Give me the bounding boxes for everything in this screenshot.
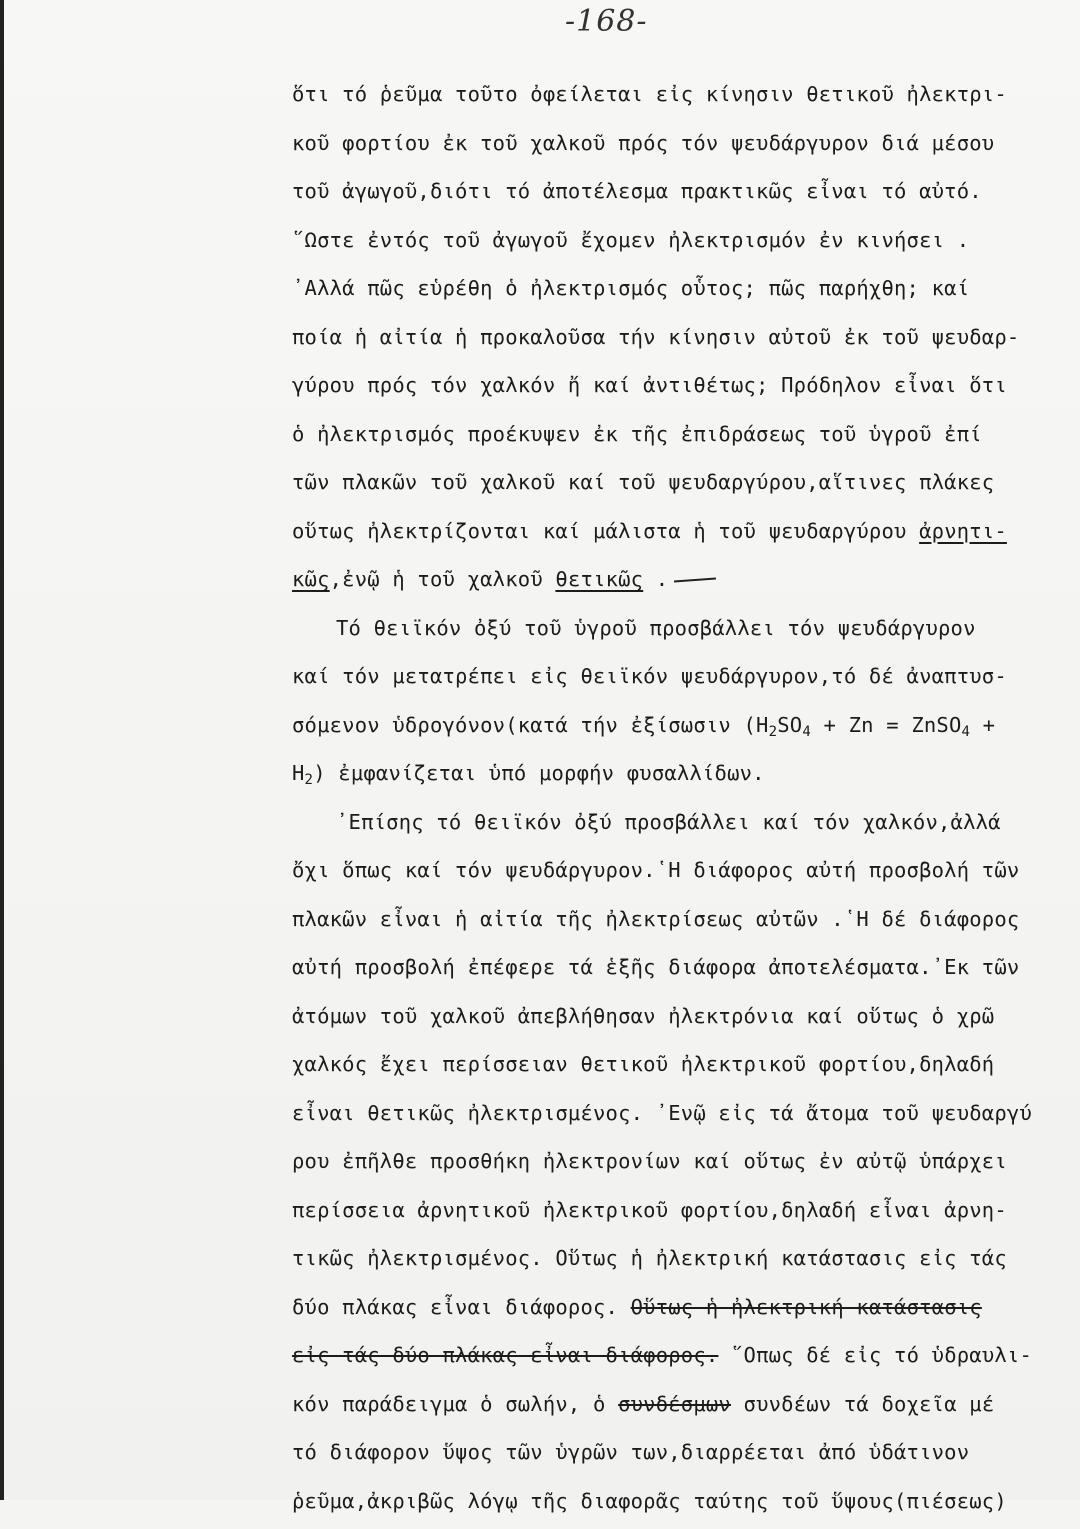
body-text [292, 74, 1072, 1529]
handwritten-dash [674, 578, 716, 583]
underlined-word: θετικῶς [555, 567, 643, 591]
page-edge-shadow [0, 0, 4, 1500]
text-line: οὕτως ἠλεκτρίζονται καί μάλιστα ἡ τοῦ ψευδαργύρου ἀρνητι- [292, 511, 1072, 560]
text-line: Τό θειϊκόν ὀξύ τοῦ ὑγροῦ προσβάλλει τόν ψευδάργυρον [292, 608, 1072, 657]
text-line: ἀτόμων τοῦ χαλκοῦ ἀπεβλήθησαν ἠλεκτρόνια καί οὕτως ὁ χρῶ [292, 996, 1072, 1045]
text-line: κόν παράδειγμα ὁ σωλήν, ὁ συνδέσμων συνδέων τά δοχεῖα μέ [292, 1384, 1072, 1433]
text-line: καί τόν μετατρέπει εἰς θειϊκόν ψευδάργυρον,τό δέ ἀναπτυσ- [292, 656, 1072, 705]
text-line: χαλκός ἔχει περίσσειαν θετικοῦ ἠλεκτρικοῦ φορτίου,δηλαδή [292, 1044, 1072, 1093]
text-line: κοῦ φορτίου ἐκ τοῦ χαλκοῦ πρός τόν ψευδάργυρον διά μέσου [292, 123, 1072, 172]
text-line: ὁ ἠλεκτρισμός προέκυψεν ἐκ τῆς ἐπιδράσεως τοῦ ὑγροῦ ἐπί [292, 414, 1072, 463]
text-line: ποία ἡ αἰτία ἡ προκαλοῦσα τήν κίνησιν αὐτοῦ ἐκ τοῦ ψευδαρ- [292, 317, 1072, 366]
text-line: ῥεῦμα,ἀκριβῶς λόγῳ τῆς διαφορᾶς ταύτης τοῦ ὕψους(πιέσεως) [292, 1481, 1072, 1529]
text-line: ρου ἐπῆλθε προσθήκη ἠλεκτρονίων καί οὕτως ἐν αὐτῷ ὑπάρχει [292, 1141, 1072, 1190]
text-line: ᾽Επίσης τό θειϊκόν ὀξύ προσβάλλει καί τόν χαλκόν,ἀλλά [292, 802, 1072, 851]
text-line: δύο πλάκας εἶναι διάφορος. Οὕτως ἡ ἠλεκτρική κατάστασις [292, 1287, 1072, 1336]
page-number: -168- [565, 4, 648, 39]
chemical-equation-line: σόμενον ὑδρογόνον(κατά τήν ἐξίσωσιν (H2SO4 + Zn = ZnSO4 + [292, 705, 1072, 754]
text-line: τῶν πλακῶν τοῦ χαλκοῦ καί τοῦ ψευδαργύρου,αἵτινες πλάκες [292, 462, 1072, 511]
text-line: ῞Ωστε ἐντός τοῦ ἀγωγοῦ ἔχομεν ἠλεκτρισμόν ἐν κινήσει . [292, 220, 1072, 269]
text-line: γύρου πρός τόν χαλκόν ἤ καί ἀντιθέτως; Πρόδηλον εἶναι ὅτι [292, 365, 1072, 414]
text-line: εἰς τάς δύο πλάκας εἶναι διάφορος. ῞Οπως δέ εἰς τό ὑδραυλι- [292, 1335, 1072, 1384]
underlined-word: ἀρνητι- [919, 519, 1007, 543]
underlined-word: κῶς [292, 567, 330, 591]
struck-through-text: συνδέσμων [618, 1392, 731, 1416]
text-line: τοῦ ἀγωγοῦ,διότι τό ἀποτέλεσμα πρακτικῶς εἶναι τό αὐτό. [292, 171, 1072, 220]
text-line: τικῶς ἠλεκτρισμένος. Οὕτως ἡ ἠλεκτρική κατάστασις εἰς τάς [292, 1238, 1072, 1287]
text-line: H2) ἐμφανίζεται ὑπό μορφήν φυσαλλίδων. [292, 753, 1072, 802]
text-line: ὄχι ὅπως καί τόν ψευδάργυρον.῾Η διάφορος αὐτή προσβολή τῶν [292, 850, 1072, 899]
text-line: κῶς,ἐνῷ ἡ τοῦ χαλκοῦ θετικῶς . [292, 559, 1072, 608]
text-line: ᾽Αλλά πῶς εὑρέθη ὁ ἠλεκτρισμός οὗτος; πῶς παρήχθη; καί [292, 268, 1072, 317]
text-line: πλακῶν εἶναι ἡ αἰτία τῆς ἠλεκτρίσεως αὐτῶν .῾Η δέ διάφορος [292, 899, 1072, 948]
text-line: περίσσεια ἀρνητικοῦ ἠλεκτρικοῦ φορτίου,δηλαδή εἶναι ἀρνη- [292, 1190, 1072, 1239]
text-line: τό διάφορον ὕψος τῶν ὑγρῶν των,διαρρέεται ἀπό ὑδάτινον [292, 1432, 1072, 1481]
struck-through-text: εἰς τάς δύο πλάκας εἶναι διάφορος. [292, 1343, 718, 1367]
struck-through-text: Οὕτως ἡ ἠλεκτρική κατάστασις [631, 1295, 982, 1319]
text-line: ὅτι τό ῥεῦμα τοῦτο ὀφείλεται εἰς κίνησιν θετικοῦ ἠλεκτρι- [292, 74, 1072, 123]
text-line: εἶναι θετικῶς ἠλεκτρισμένος. ᾽Ενῷ εἰς τά ἄτομα τοῦ ψευδαργύ [292, 1093, 1072, 1142]
text-line: αὐτή προσβολή ἐπέφερε τά ἑξῆς διάφορα ἀποτελέσματα.᾽Εκ τῶν [292, 947, 1072, 996]
